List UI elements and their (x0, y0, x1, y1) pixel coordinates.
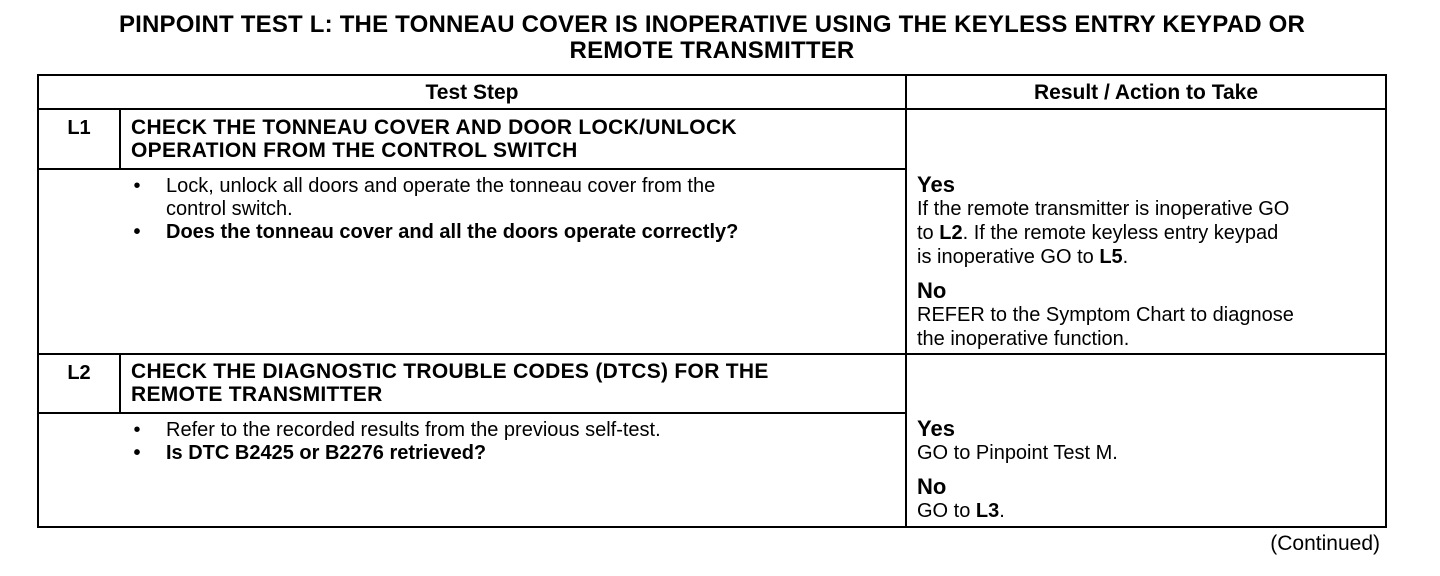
yes-label: Yes (917, 416, 955, 441)
pinpoint-test-table (37, 74, 1387, 528)
row-l2-id-divider (119, 353, 121, 413)
question-text: Does the tonneau cover and all the doors operate correctly? (166, 221, 739, 243)
step-id-l2: L2 (67, 362, 91, 384)
no-action-line-1: GO to L3. (917, 500, 1005, 522)
list-item (130, 442, 900, 465)
continued-note: (Continued) (1270, 532, 1380, 555)
title-line-1: PINPOINT TEST L: THE TONNEAU COVER IS INOPERATIVE USING THE KEYLESS ENTRY KEYPAD OR (118, 11, 1306, 38)
yes-action-line-3: is inoperative GO to L5. (917, 246, 1129, 268)
row-l1-id-divider (119, 108, 121, 168)
result-l2 (917, 417, 1385, 523)
yes-action-line-1: GO to Pinpoint Test M. (917, 442, 1118, 464)
header-result-action: Result / Action to Take (1033, 81, 1259, 104)
step-link-l2: L2 (939, 222, 963, 244)
instruction-text: control switch. (166, 198, 293, 220)
result-l1 (917, 173, 1385, 351)
step-title-l2-line-1: CHECK THE DIAGNOSTIC TROUBLE CODES (DTCS) FOR THE (131, 360, 769, 383)
title-line-2: REMOTE TRANSMITTER (569, 37, 855, 64)
header-rule (39, 108, 1387, 110)
question-text: Is DTC B2425 or B2276 retrieved? (166, 442, 487, 464)
yes-action-line-2: to L2. If the remote keyless entry keypad (917, 222, 1279, 244)
no-action-line-1: REFER to the Symptom Chart to diagnose (917, 304, 1294, 326)
instruction-text: Refer to the recorded results from the previous self-test. (166, 419, 661, 441)
step-id-l1: L1 (67, 117, 91, 139)
step-instructions-l1 (130, 175, 900, 244)
yes-action-line-1: If the remote transmitter is inoperative GO (917, 198, 1290, 220)
step-title-l2 (131, 360, 891, 406)
step-title-l1-line-2: OPERATION FROM THE CONTROL SWITCH (131, 139, 578, 162)
step-link-l5: L5 (1099, 246, 1123, 268)
row-separator (39, 353, 1387, 355)
step-link-l3: L3 (975, 500, 1000, 522)
no-action-line-2: the inoperative function. (917, 328, 1130, 350)
bullet-icon: • (133, 442, 141, 464)
yes-label: Yes (917, 172, 955, 197)
step-instructions-l2 (130, 419, 900, 465)
bullet-icon: • (133, 221, 141, 243)
step-title-l1 (131, 116, 891, 162)
row-l2-title-rule (39, 412, 907, 414)
step-title-l1-line-1: CHECK THE TONNEAU COVER AND DOOR LOCK/UNLOCK (131, 116, 737, 139)
list-item (130, 175, 900, 221)
bullet-icon: • (133, 175, 141, 197)
row-l1-title-rule (39, 168, 907, 170)
bullet-icon: • (133, 419, 141, 441)
header-test-step: Test Step (425, 81, 519, 104)
instruction-text: Lock, unlock all doors and operate the tonneau cover from the (166, 175, 716, 197)
column-divider (905, 76, 907, 528)
page-title (0, 12, 1424, 64)
list-item (130, 221, 900, 244)
step-title-l2-line-2: REMOTE TRANSMITTER (131, 383, 383, 406)
list-item (130, 419, 900, 442)
no-label: No (917, 474, 947, 499)
no-label: No (917, 278, 947, 303)
